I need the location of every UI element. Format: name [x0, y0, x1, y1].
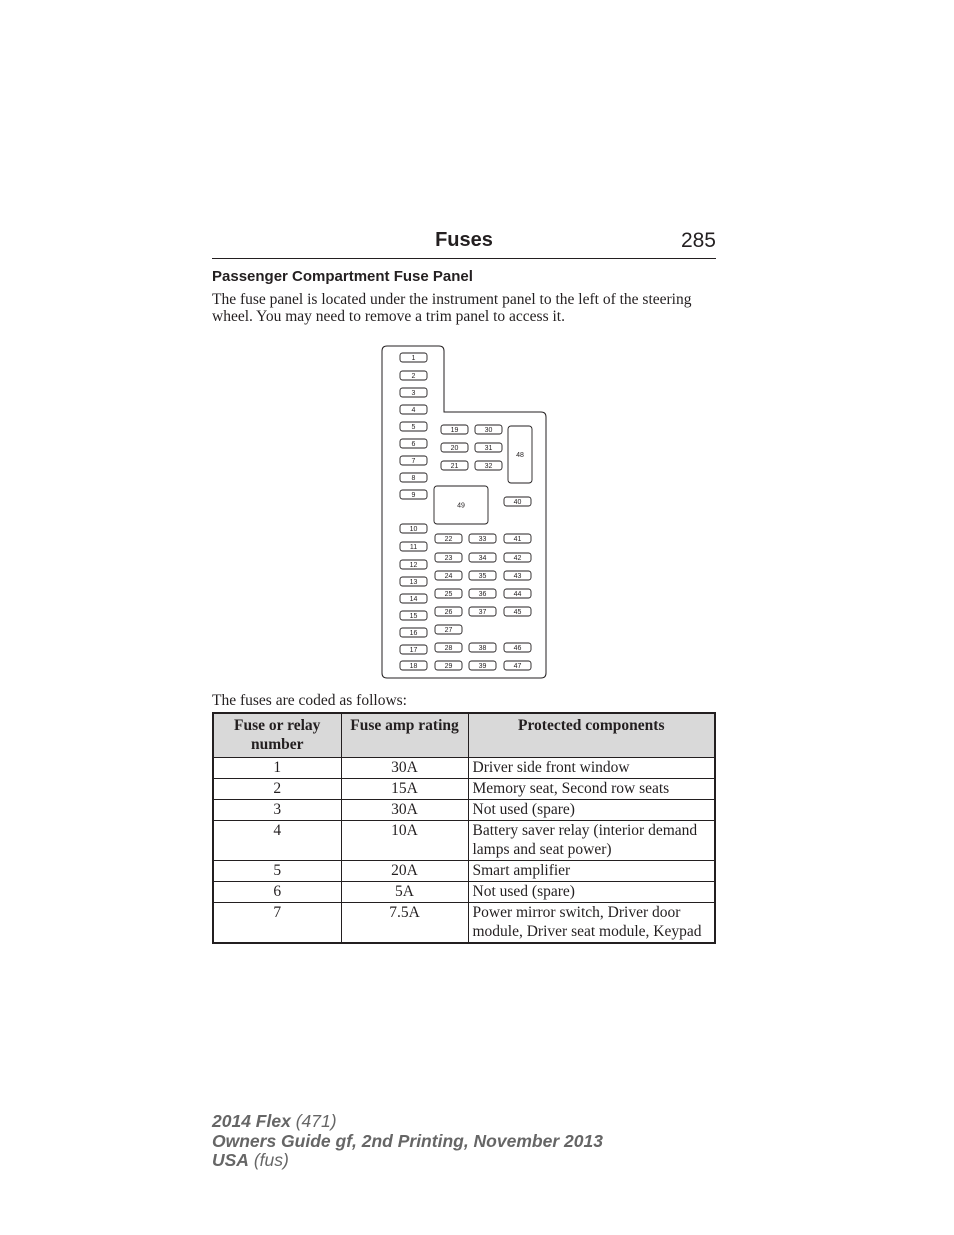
- fuse-24-label: 24: [444, 573, 453, 580]
- fuse-44-label: 44: [513, 591, 522, 598]
- fuse-number: 4: [213, 821, 341, 861]
- fuse-26-label: 26: [444, 609, 453, 616]
- table-row: [213, 861, 715, 882]
- footer-market: USA: [212, 1150, 249, 1170]
- fuse-17-label: 17: [409, 647, 418, 654]
- fuse-2-label: 2: [411, 373, 416, 380]
- fuse-42: [504, 553, 531, 562]
- fuse-8: [400, 473, 427, 482]
- fuse-table: [212, 712, 716, 944]
- footer-guide-info: Owners Guide gf, 2nd Printing, November 2013: [212, 1130, 603, 1151]
- fuse-28-label: 28: [444, 645, 453, 652]
- fuse-1: [400, 353, 427, 362]
- fuse-2: [400, 371, 427, 380]
- fuse-19: [441, 425, 468, 434]
- fuse-21-label: 21: [450, 463, 459, 470]
- fuse-5-label: 5: [411, 424, 416, 431]
- fuse-44: [504, 589, 531, 598]
- table-row: [213, 800, 715, 821]
- fuse-21: [441, 461, 468, 470]
- page-number: 285: [680, 229, 716, 252]
- fuse-rating: 20A: [341, 861, 468, 882]
- fuse-45-label: 45: [513, 609, 522, 616]
- footer-model-code: (471): [295, 1111, 337, 1131]
- col-header-components: Protected components: [468, 713, 715, 758]
- fuse-12-label: 12: [409, 562, 418, 569]
- fuse-number: 6: [213, 882, 341, 903]
- coded-intro: The fuses are coded as follows:: [212, 692, 407, 709]
- fuse-5: [400, 422, 427, 431]
- page-header: [212, 228, 716, 259]
- table-row: [213, 882, 715, 903]
- section-heading: Passenger Compartment Fuse Panel: [212, 268, 473, 285]
- fuse-6-label: 6: [411, 441, 416, 448]
- fuse-panel-diagram: [380, 345, 550, 681]
- fuse-14: [400, 594, 427, 603]
- fuse-22: [435, 534, 462, 543]
- fuse-components: Battery saver relay (interior demand lamps and seat power): [468, 821, 715, 861]
- fuse-components: Smart amplifier: [468, 861, 715, 882]
- page-title: Fuses: [435, 229, 493, 251]
- fuse-38: [469, 643, 496, 652]
- fuse-20-label: 20: [450, 445, 459, 452]
- fuse-4: [400, 405, 427, 414]
- fuse-number: 1: [213, 758, 341, 779]
- fuse-panel-svg: [380, 345, 550, 681]
- fuse-18-label: 18: [409, 663, 418, 670]
- fuse-16-label: 16: [409, 630, 418, 637]
- fuse-43-label: 43: [513, 573, 522, 580]
- fuse-47: [504, 661, 531, 670]
- fuse-12: [400, 560, 427, 569]
- fuse-22-label: 22: [444, 536, 453, 543]
- table-header-row: [213, 713, 715, 758]
- fuse-7-label: 7: [411, 458, 416, 465]
- fuse-42-label: 42: [513, 555, 522, 562]
- fuse-17: [400, 645, 427, 654]
- col-header-number: Fuse or relay number: [213, 713, 341, 758]
- footer-line-3: [212, 1151, 603, 1171]
- fuse-34-label: 34: [478, 555, 487, 562]
- fuse-9: [400, 490, 427, 499]
- fuse-9-label: 9: [411, 492, 416, 499]
- fuse-13: [400, 577, 427, 586]
- fuse-32: [475, 461, 502, 470]
- intro-paragraph: The fuse panel is located under the instrument panel to the left of the steering wheel. You may need to remove a trim panel to access it.: [212, 291, 692, 325]
- fuse-31: [475, 443, 502, 452]
- fuse-35-label: 35: [478, 573, 487, 580]
- fuse-29-label: 29: [444, 663, 453, 670]
- fuse-3-label: 3: [411, 390, 416, 397]
- fuse-30-label: 30: [484, 427, 493, 434]
- col-header-rating: Fuse amp rating: [341, 713, 468, 758]
- fuse-1-label: 1: [411, 355, 416, 362]
- fuse-47-label: 47: [513, 663, 522, 670]
- fuse-23-label: 23: [444, 555, 453, 562]
- fuse-33-label: 33: [478, 536, 487, 543]
- fuse-28: [435, 643, 462, 652]
- fuse-rating: 15A: [341, 779, 468, 800]
- table-row: [213, 779, 715, 800]
- fuse-18: [400, 661, 427, 670]
- fuse-rating: 10A: [341, 821, 468, 861]
- fuse-39: [469, 661, 496, 670]
- fuse-27-label: 27: [444, 627, 453, 634]
- fuse-26: [435, 607, 462, 616]
- fuse-6: [400, 439, 427, 448]
- fuse-19-label: 19: [450, 427, 459, 434]
- fuse-45: [504, 607, 531, 616]
- fuse-43: [504, 571, 531, 580]
- fuse-16: [400, 628, 427, 637]
- fuse-25: [435, 589, 462, 598]
- fuse-4-label: 4: [411, 407, 416, 414]
- footer-market-code: (fus): [253, 1150, 289, 1170]
- fuse-39-label: 39: [478, 663, 487, 670]
- fuse-11-label: 11: [409, 544, 418, 551]
- fuse-36: [469, 589, 496, 598]
- fuse-33: [469, 534, 496, 543]
- fuse-23: [435, 553, 462, 562]
- fuse-rating: 30A: [341, 800, 468, 821]
- fuse-rating: 7.5A: [341, 903, 468, 944]
- fuse-7: [400, 456, 427, 465]
- fuse-8-label: 8: [411, 475, 416, 482]
- fuse-components: Not used (spare): [468, 800, 715, 821]
- fuse-46-label: 46: [513, 645, 522, 652]
- fuse-27: [435, 625, 462, 634]
- fuse-36-label: 36: [478, 591, 487, 598]
- fuse-rating: 5A: [341, 882, 468, 903]
- fuse-41-label: 41: [513, 536, 522, 543]
- fuse-20: [441, 443, 468, 452]
- fuse-3: [400, 388, 427, 397]
- fuse-25-label: 25: [444, 591, 453, 598]
- page-footer: [212, 1112, 603, 1171]
- fuse-rating: 30A: [341, 758, 468, 779]
- fuse-41: [504, 534, 531, 543]
- table-row: [213, 821, 715, 861]
- table-row: [213, 903, 715, 944]
- fuse-38-label: 38: [478, 645, 487, 652]
- fuse-components: Memory seat, Second row seats: [468, 779, 715, 800]
- fuse-40-label: 40: [513, 499, 522, 506]
- fuse-40: [504, 497, 531, 506]
- fuse-13-label: 13: [409, 579, 418, 586]
- fuse-32-label: 32: [484, 463, 493, 470]
- fuse-components: Power mirror switch, Driver door module, Driver seat module, Keypad: [468, 903, 715, 944]
- fuse-number: 5: [213, 861, 341, 882]
- fuse-10-label: 10: [409, 526, 418, 533]
- relay-48-label: 48: [516, 452, 524, 459]
- footer-model: 2014 Flex: [212, 1111, 291, 1131]
- fuse-number: 7: [213, 903, 341, 944]
- table-row: [213, 758, 715, 779]
- fuse-29: [435, 661, 462, 670]
- fuse-11: [400, 542, 427, 551]
- fuse-30: [475, 425, 502, 434]
- fuse-15: [400, 611, 427, 620]
- fuse-components: Driver side front window: [468, 758, 715, 779]
- fuse-14-label: 14: [409, 596, 418, 603]
- fuse-components: Not used (spare): [468, 882, 715, 903]
- footer-line-1: [212, 1112, 603, 1132]
- relay-49: [434, 486, 488, 524]
- fuse-31-label: 31: [484, 445, 493, 452]
- relay-48: [508, 426, 532, 483]
- fuse-15-label: 15: [409, 613, 418, 620]
- fuse-35: [469, 571, 496, 580]
- fuse-number: 3: [213, 800, 341, 821]
- fuse-34: [469, 553, 496, 562]
- fuse-10: [400, 524, 427, 533]
- fuse-24: [435, 571, 462, 580]
- footer-line-2: [212, 1132, 603, 1152]
- fuse-37: [469, 607, 496, 616]
- fuse-37-label: 37: [478, 609, 487, 616]
- fuse-46: [504, 643, 531, 652]
- fuse-number: 2: [213, 779, 341, 800]
- relay-49-label: 49: [457, 502, 465, 510]
